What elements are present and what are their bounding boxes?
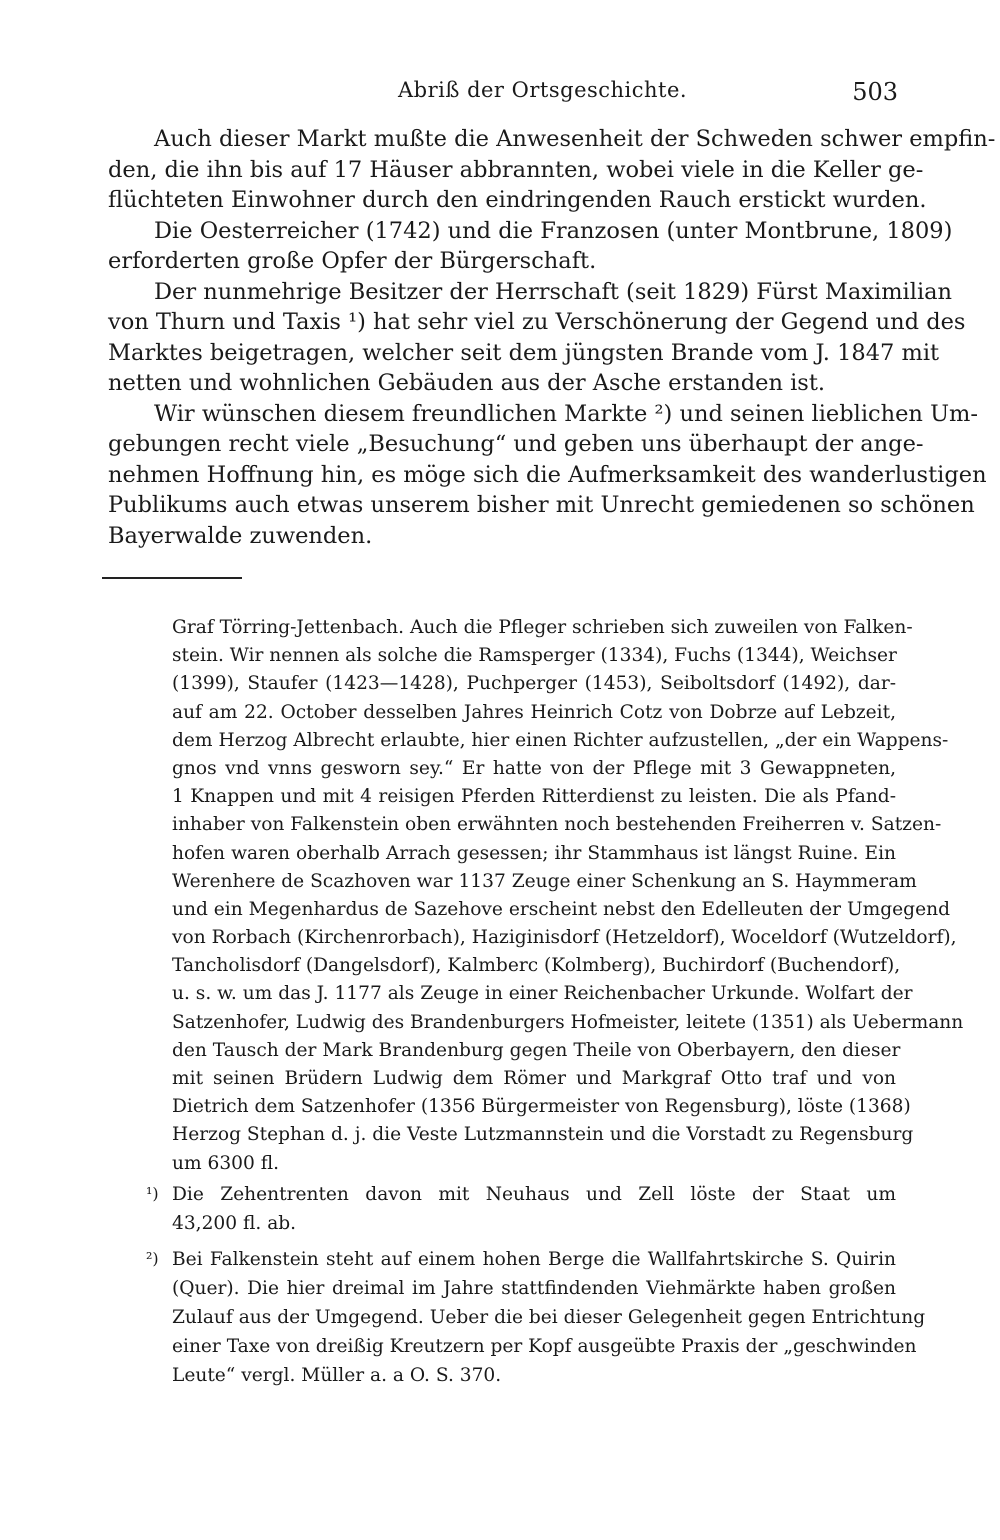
note-line: Satzenhofer, Ludwig des Brandenburgers Hofmeister, leitete (1351) als Uebermann [172,1011,964,1033]
footnote-line: 43,200 fl. ab. [172,1213,297,1234]
note-line: von Rorbach (Kirchenrorbach), Haziginisdorf (Hetzeldorf), Woceldorf (Wutzeldorf), [172,927,957,949]
text-line: den, die ihn bis auf 17 Häuser abbrannten, wobei viele in die Keller ge- [108,156,924,183]
note-line: Dietrich dem Satzenhofer (1356 Bürgermeister von Regensburg), löste (1368) [172,1096,911,1118]
text-line: nehmen Hoffnung hin, es möge sich die Aufmerksamkeit des wanderlustigen [108,461,987,488]
text-line: Publikums auch etwas unserem bisher mit Unrecht gemiedenen so schönen [108,492,975,518]
footnote-marker: ²) [146,1249,159,1268]
note-line: stein. Wir nennen als solche die Ramsperger (1334), Fuchs (1344), Weichser [172,645,897,667]
note-line: (1399), Staufer (1423—1428), Puchperger (1453), Seiboltsdorf (1492), dar- [172,673,896,695]
note-line: um 6300 fl. [172,1152,280,1174]
note-line: Graf Törring-Jettenbach. Auch die Pfleger schrieben sich zuweilen von Falken- [172,617,913,638]
note-line: auf am 22. October desselben Jahres Heinrich Cotz von Dobrze auf Lebzeit, [172,701,896,723]
footnote-line: (Quer). Die hier dreimal im Jahre stattfindenden Viehmärkte haben großen [172,1278,896,1299]
footnote-separator-rule [102,577,242,579]
text-line: flüchteten Einwohner durch den eindringenden Rauch erstickt wurden. [108,187,927,213]
note-line: dem Herzog Albrecht erlaubte, hier einen Richter aufzustellen, „der ein Wappens- [172,729,949,751]
note-line: inhaber von Falkenstein oben erwähnten noch bestehenden Freiherren v. Satzen- [172,814,942,836]
footnote-line: Die Zehentrenten davon mit Neuhaus und Zell löste der Staat um [172,1184,896,1205]
text-line: Der nunmehrige Besitzer der Herrschaft (seit 1829) Fürst Maximilian [154,278,953,305]
text-line: Wir wünschen diesem freundlichen Markte ²) und seinen lieblichen Um- [154,400,978,427]
text-line: Die Oesterreicher (1742) und die Franzosen (unter Montbrune, 1809) [154,217,953,244]
note-line: und ein Megenhardus de Sazehove erscheint nebst den Edelleuten der Umgegend [172,898,950,920]
footnote-marker: ¹) [146,1184,159,1203]
footnote-2 [146,1245,926,1390]
text-line: von Thurn und Taxis ¹) hat sehr viel zu Verschönerung der Gegend und des [108,309,966,335]
text-line: Bayerwalde zuwenden. [108,522,373,549]
note-line: 1 Knappen und mit 4 reisigen Pferden Ritterdienst zu leisten. Die als Pfand- [172,786,896,808]
note-line: den Tausch der Mark Brandenburg gegen Theile von Oberbayern, den dieser [172,1039,901,1061]
text-line: erforderten große Opfer der Bürgerschaft. [108,248,597,274]
text-line: gebungen recht viele „Besuchung“ und geben uns überhaupt der ange- [108,431,924,457]
footnote-line: einer Taxe von dreißig Kreutzern per Kopf ausgeübte Praxis der „geschwinden [172,1336,917,1357]
text-line: netten und wohnlichen Gebäuden aus der Asche erstanden ist. [108,370,826,396]
note-line: mit seinen Brüdern Ludwig dem Römer und Markgraf Otto traf und von [172,1068,896,1089]
text-line: Auch dieser Markt mußte die Anwesenheit der Schweden schwer empfin- [154,126,996,152]
note-line: hofen waren oberhalb Arrach gesessen; ihr Stammhaus ist längst Ruine. Ein [172,842,896,864]
footnote-line: Zulauf aus der Umgegend. Ueber die bei dieser Gelegenheit gegen Entrichtung [172,1307,926,1328]
footnote-line: Bei Falkenstein steht auf einem hohen Berge die Wallfahrtskirche S. Quirin [172,1249,896,1270]
main-text [108,124,996,551]
running-head [108,78,898,112]
note-line: u. s. w. um das J. 1177 als Zeuge in einer Reichenbacher Urkunde. Wolfart der [172,983,913,1005]
footnote-1 [146,1180,896,1238]
note-line: Herzog Stephan d. j. die Veste Lutzmannstein und die Vorstadt zu Regensburg [172,1124,914,1146]
note-line: Tancholisdorf (Dangelsdorf), Kalmberc (Kolmberg), Buchirdorf (Buchendorf), [172,955,901,977]
note-line: gnos vnd vnns gesworn sey.“ Er hatte von der Pflege mit 3 Gewappneten, [172,757,896,779]
running-head-title: Abriß der Ortsgeschichte. [398,78,688,102]
page-number: 503 [852,78,898,106]
note-line: Werenhere de Scazhoven war 1137 Zeuge einer Schenkung an S. Haymmeram [172,870,917,892]
text-line: Marktes beigetragen, welcher seit dem jüngsten Brande vom J. 1847 mit [108,339,940,366]
continued-footnote [172,614,964,1178]
footnote-line: Leute“ vergl. Müller a. a O. S. 370. [172,1365,502,1386]
